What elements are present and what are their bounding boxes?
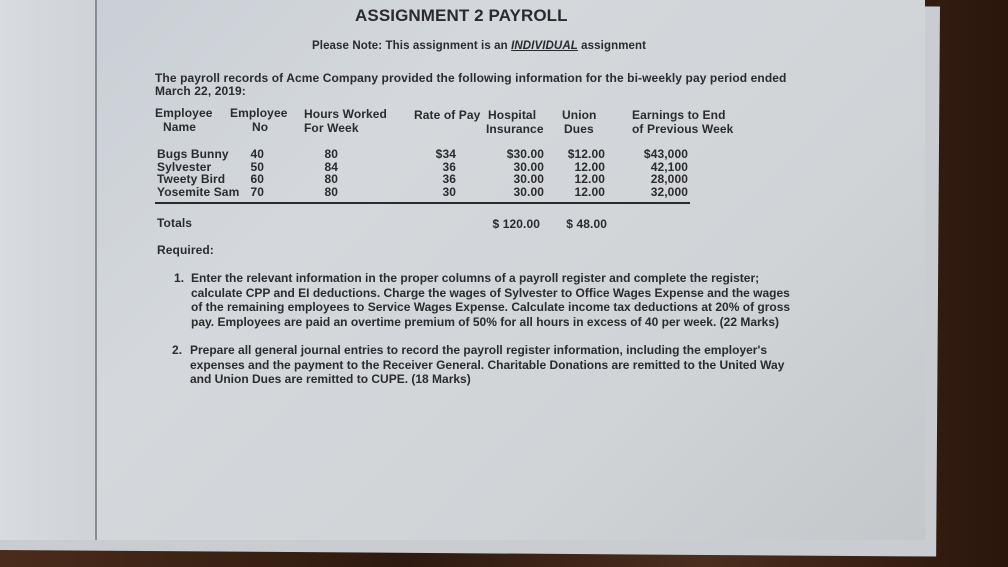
req-2-text: [190, 343, 784, 387]
earnings-to-date-cell: 28,000: [650, 172, 688, 186]
earnings-to-date-cell: 32,000: [650, 184, 688, 199]
header-name-1: Employee: [155, 106, 213, 120]
header-union-2: Dues: [564, 122, 594, 136]
employee-name-cell: Tweety Bird: [157, 172, 226, 186]
total-union: $ 48.00: [566, 217, 607, 231]
header-no-2: No: [252, 120, 269, 134]
employee-name-cell: Sylvester: [157, 159, 212, 174]
table-rule: [155, 202, 690, 204]
rate-of-pay-cell: 36: [442, 159, 456, 174]
req-2-number: 2.: [172, 343, 183, 357]
employee-no-cell: 50: [250, 159, 264, 174]
rate-of-pay-cell: 30: [442, 184, 456, 199]
totals-label: Totals: [157, 216, 193, 230]
req-1-number: 1.: [174, 271, 185, 285]
header-union-1: Union: [562, 108, 597, 122]
header-hours-2: For Week: [304, 121, 359, 135]
req-1-line: of the remaining employees to Service Wages Expense. Calculate income tax deductions at 20% of gross: [191, 300, 791, 314]
page-title: ASSIGNMENT 2 PAYROLL: [355, 6, 568, 25]
employee-no-cell: 70: [250, 184, 264, 199]
note: [312, 40, 646, 52]
hospital-insurance-cell: 30.00: [513, 184, 544, 199]
header-rate: Rate of Pay: [414, 108, 481, 122]
req-1-line: pay. Employees are paid an overtime premium of 50% for all hours in excess of 40 per week. (22 Marks): [191, 314, 780, 329]
note-prefix: Please Note: This assignment is an: [312, 40, 512, 52]
req-2-line: Prepare all general journal entries to record the payroll register information, including the employer's: [190, 343, 767, 357]
hours-worked-cell: 84: [324, 159, 338, 174]
union-dues-cell: 12.00: [574, 159, 605, 174]
note-suffix: assignment: [577, 40, 647, 52]
employee-name-cell: Yosemite Sam: [157, 184, 240, 199]
header-hospital-2: Insurance: [486, 122, 544, 136]
employee-name-cell: Bugs Bunny: [157, 147, 229, 161]
hospital-insurance-cell: 30.00: [513, 159, 544, 174]
intro-line-2: March 22, 2019:: [155, 84, 246, 98]
union-dues-cell: 12.00: [574, 184, 605, 199]
rate-of-pay-cell: 36: [442, 172, 456, 186]
header-earnings-1: Earnings to End: [632, 108, 726, 122]
header-hours-1: Hours Worked: [304, 107, 387, 121]
req-2-line: expenses and the payment to the Receiver General. Charitable Donations are remitted to the United Way: [190, 357, 785, 372]
header-earnings-2: of Previous Week: [632, 122, 734, 136]
hours-worked-cell: 80: [324, 147, 338, 161]
employee-no-cell: 40: [250, 147, 264, 161]
total-hospital: $ 120.00: [492, 217, 540, 231]
intro-line-1: The payroll records of Acme Company provided the following information for the bi-weekly pay period ended: [155, 71, 787, 85]
req-1-line: Enter the relevant information in the proper columns of a payroll register and complete the register;: [191, 271, 760, 285]
union-dues-cell: 12.00: [574, 172, 605, 186]
earnings-to-date-cell: $43,000: [643, 147, 688, 161]
hospital-insurance-cell: 30.00: [513, 172, 544, 186]
hospital-insurance-cell: $30.00: [506, 147, 544, 161]
required-label: Required:: [157, 243, 214, 257]
req-2-line: and Union Dues are remitted to CUPE. (18 Marks): [190, 372, 471, 386]
earnings-to-date-cell: 42,100: [650, 159, 688, 174]
header-hospital-1: Hospital: [488, 108, 537, 122]
rate-of-pay-cell: $34: [435, 147, 456, 161]
hours-worked-cell: 80: [324, 184, 338, 199]
hours-worked-cell: 80: [324, 172, 338, 186]
background-sheet: [0, 0, 97, 540]
header-name-2: Name: [163, 120, 197, 134]
note-emphasis: INDIVIDUAL: [511, 40, 578, 52]
req-1-line: calculate CPP and EI deductions. Charge the wages of Sylvester to Office Wages Expense and the wages: [191, 285, 790, 300]
employee-no-cell: 60: [250, 172, 264, 186]
req-1-text: [191, 271, 790, 329]
union-dues-cell: $12.00: [567, 147, 605, 161]
header-no-1: Employee: [230, 106, 288, 120]
